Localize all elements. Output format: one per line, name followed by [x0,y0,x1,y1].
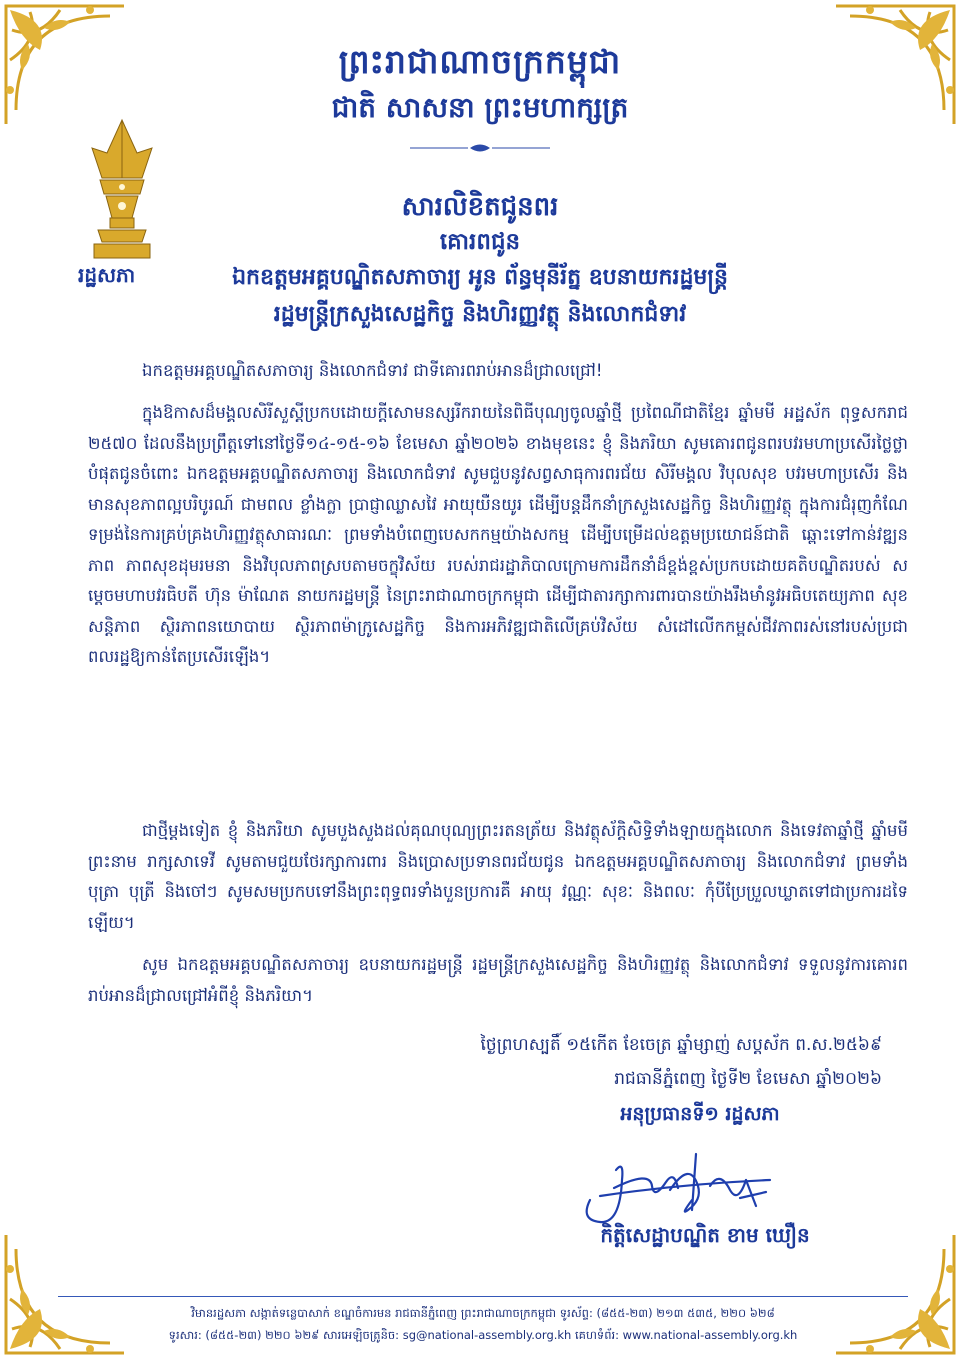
lunar-date: ថ្ងៃព្រហស្បតិ៍ ១៥កើត ខែចេត្រ ឆ្នាំម្សាញ់ សប្តស័ក ព.ស.២៥៦៩ [480,1035,882,1055]
footer-contact: ទូរសារ: (៨៥៥-២៣) ២២០ ៦២៩ សារអេឡិចត្រូនិច: sg@national-assembly.org.kh គេហទំព័រ: www.national-assembly.org.kh [168,1328,798,1342]
solar-date: រាជធានីភ្នំពេញ ថ្ងៃទី២ ខែមេសា ឆ្នាំ២០២៦ [614,1069,882,1089]
ornamental-divider-icon [410,143,550,153]
recipient-line-2: រដ្ឋមន្ត្រីក្រសួងសេដ្ឋកិច្ច និងហិរញ្ញវត្ថុ និងលោកជំទាវ [273,302,687,327]
national-motto: ជាតិ សាសនា ព្រះមហាក្សត្រ [331,91,629,124]
paragraph-2: ជាថ្មីម្តងទៀត ខ្ញុំ និងភរិយា សូមបួងសួងដល់គុណបុណ្យព្រះរតនត្រ័យ និងវត្ថុស័ក្តិសិទ្ធិទាំងឡាយក្នុងលោក និងទេវតាឆ្នាំថ្មី ឆ្នាំមមី ព្រះនាម រាក្សសាទេវី សូមតាមជួយថែរក្សាការពារ និងប្រោសប្រទានពរជ័យជូន ឯកឧត្តមអគ្គបណ្ឌិតសភាចារ្យ និងលោកជំទាវ ព្រមទាំង បុត្រា បុត្រី និងចៅៗ សូមសមប្រកបទៅនឹងព្រះពុទ្ធពរទាំងបួនប្រការគឺ អាយុ វណ្ណៈ សុខៈ និងពលៈ កុំបីប្រែប្រួលឃ្លាតទៅជាប្រការដទៃឡើយ។ [88,821,908,932]
institution-label: រដ្ឋសភា [78,263,136,287]
paragraph-1: ក្នុងឱកាសដ៏មង្គលសិរីសួស្តីប្រកបដោយក្តីសោមនស្សរីករាយនៃពិធីបុណ្យចូលឆ្នាំថ្មី ប្រពៃណីជាតិខ្មែរ ឆ្នាំមមី អដ្ឋស័ក ពុទ្ធសករាជ ២៥៧០ ដែលនឹងប្រព្រឹត្តទៅនៅថ្ងៃទី១៤-១៥-១៦ ខែមេសា ឆ្នាំ២០២៦ ខាងមុខនេះ ខ្ញុំ និងភរិយា សូមគោរពជូនពរបវរមហាប្រសើរថ្លៃថ្លាបំផុតជូនចំពោះ ឯកឧត្តមអគ្គបណ្ឌិតសភាចារ្យ និងលោកជំទាវ សូមជួបនូវសព្វសាធុការពរជ័យ សិរីមង្គល វិបុលសុខ បវរមហាប្រសើរ និងមានសុខភាពល្អបរិបូរណ៍ ជាមពល ខ្លាំងក្លា ប្រាជ្ញាឈ្លាសវៃ អាយុយឺនយូរ ដើម្បីបន្តដឹកនាំក្រសួងសេដ្ឋកិច្ច និងហិរញ្ញវត្ថុ ក្នុងការជំរុញកំណែទម្រង់នៃការគ្រប់គ្រងហិរញ្ញវត្ថុសាធារណៈ ព្រមទាំងបំពេញបេសកកម្មយ៉ាងសកម្ម ដើម្បីបម្រើដល់ឧត្តមប្រយោជន៍ជាតិ ឆ្ពោះទៅកាន់វឌ្ឍនភាព ភាពសុខដុមរមនា និងវិបុលភាពស្របតាមចក្ខុវិស័យ របស់រាជរដ្ឋាភិបាលក្រោមការដឹកនាំដ៏ខ្ពង់ខ្ពស់ប្រកបដោយគតិបណ្ឌិតរបស់ សម្តេចមហាបវរធិបតី ហ៊ុន ម៉ាណែត នាយករដ្ឋមន្ត្រី នៃព្រះរាជាណាចក្រកម្ពុជា ដើម្បីជាតារក្សាការពារបានយ៉ាងរឹងមាំនូវអធិបតេយ្យភាព សុខសន្តិភាព ស្ថិរភាពនយោបាយ ស្ថិរភាពម៉ាក្រូសេដ្ឋកិច្ច និងការអភិវឌ្ឍជាតិលើគ្រប់វិស័យ សំដៅលើកកម្ពស់ជីវភាពរស់នៅរបស់ប្រជាពលរដ្ឋឱ្យកាន់តែប្រសើរឡើង។ [88,403,908,666]
salutation: ឯកឧត្តមអគ្គបណ្ឌិតសភាចារ្យ និងលោកជំទាវ ជាទីគោរពរាប់អានដ៏ជ្រាលជ្រៅ! [142,361,603,380]
recipient-line-1: ឯកឧត្តមអគ្គបណ្ឌិតសភាចារ្យ អូន ព័ន្ធមុនីរ័ត្ន ឧបនាយករដ្ឋមន្ត្រី [232,265,728,290]
respect-line: គោរពជូន [439,229,521,255]
footer-address: វិមានរដ្ឋសភា សង្កាត់ទន្លេបាសាក់ ខណ្ឌចំការមន រាជធានីភ្នំពេញ ព្រះរាជាណាចក្រកម្ពុជា ទូរស័ព្ទ: (៨៥៥-២៣) ២១៣ ៥៣៥, ២២០ ៦២៨ [191,1306,775,1320]
kingdom-title: ព្រះរាជាណាចក្រកម្ពុជា [338,42,622,81]
signer-name: កិត្តិសេដ្ឋាបណ្ឌិត ខាម ឃឿន [600,1223,810,1247]
handwritten-signature-icon [570,1140,790,1230]
footer-divider [58,1296,908,1297]
paragraph-3: សូម ឯកឧត្តមអគ្គបណ្ឌិតសភាចារ្យ ឧបនាយករដ្ឋមន្ត្រី រដ្ឋមន្ត្រីក្រសួងសេដ្ឋកិច្ច និងហិរញ្ញវត្ថុ និងលោកជំទាវ ទទួលនូវការគោរពរាប់អានដ៏ជ្រាលជ្រៅអំពីខ្ញុំ និងភរិយា។ [88,955,908,1005]
signer-title: អនុប្រធានទី១ រដ្ឋសភា [620,1103,780,1125]
letter-title: សារលិខិតជូនពរ [401,192,559,222]
